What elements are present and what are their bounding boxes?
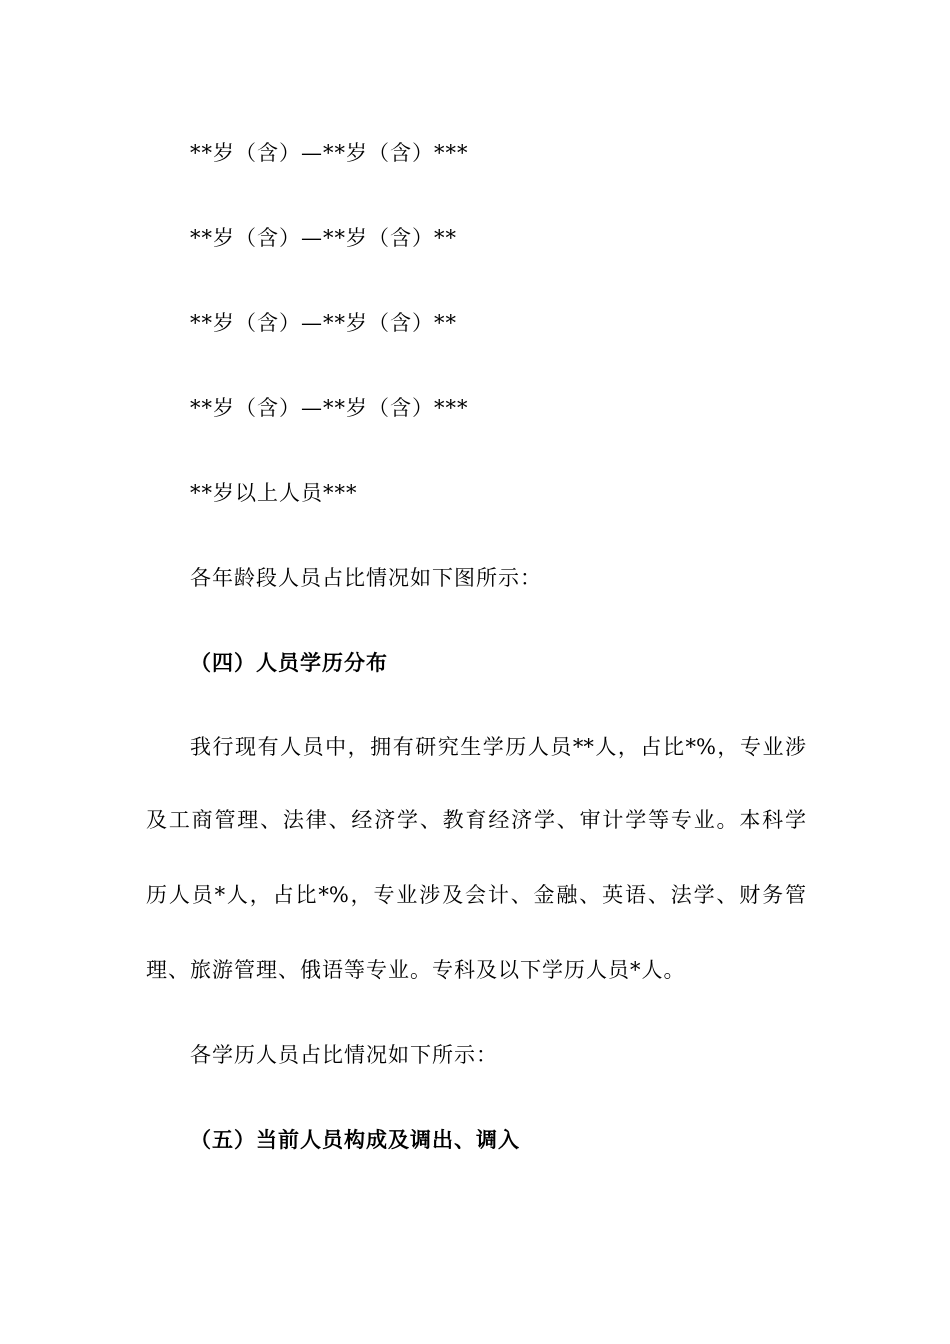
paragraph-line-2: 及工商管理、法律、经济学、教育经济学、审计学等专业。本科学 xyxy=(146,808,806,832)
age-item-5: **岁以上人员*** xyxy=(190,481,358,505)
paragraph-line-3: 历人员*人，占比*%，专业涉及会计、金融、英语、法学、财务管 xyxy=(146,883,806,907)
age-summary-text: 各年龄段人员占比情况如下图所示： xyxy=(190,566,542,590)
education-summary-text: 各学历人员占比情况如下所示： xyxy=(190,1043,498,1067)
paragraph-line-1: 我行现有人员中，拥有研究生学历人员**人，占比*%，专业涉 xyxy=(190,735,806,759)
age-item-1: **岁（含）—**岁（含）*** xyxy=(190,141,469,165)
age-item-3: **岁（含）—**岁（含）** xyxy=(190,311,457,335)
paragraph-line-4: 理、旅游管理、俄语等专业。专科及以下学历人员*人。 xyxy=(146,958,686,982)
age-item-4: **岁（含）—**岁（含）*** xyxy=(190,396,469,420)
age-item-2: **岁（含）—**岁（含）** xyxy=(190,226,457,250)
section5-heading: （五）当前人员构成及调出、调入 xyxy=(190,1127,520,1152)
section4-heading: （四）人员学历分布 xyxy=(190,650,388,675)
